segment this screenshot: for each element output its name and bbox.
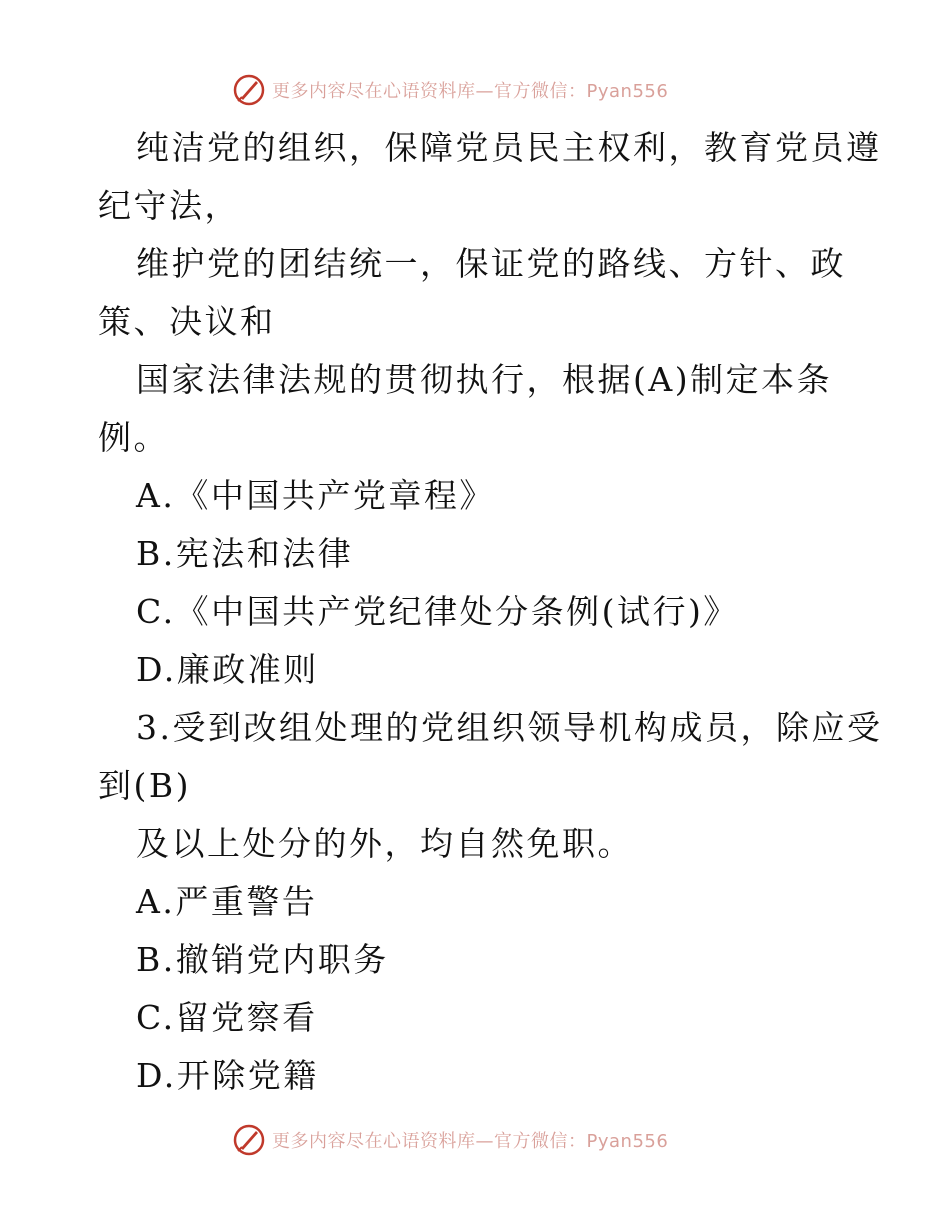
footer-watermark-text: 更多内容尽在心语资料库—官方微信：Pyan556 [272, 1131, 669, 1152]
option-line: C.《中国共产党纪律处分条例(试行)》 [136, 592, 739, 631]
option-line: D.廉政准则 [136, 650, 319, 689]
text-line: 策、决议和 [98, 302, 276, 341]
quill-logo-icon [232, 1123, 266, 1157]
text-line: 维护党的团结统一，保证党的路线、方针、政 [136, 244, 846, 283]
option-line: B.宪法和法律 [136, 534, 354, 573]
footer-watermark-banner [232, 1122, 668, 1158]
option-line: C.留党察看 [136, 998, 318, 1037]
option-line: A.严重警告 [136, 882, 318, 921]
question-line: 3.受到改组处理的党组织领导机构成员，除应受 [136, 708, 883, 747]
text-line: 纪守法， [98, 186, 240, 225]
text-line: 例。 [98, 418, 169, 457]
text-line: 纯洁党的组织，保障党员民主权利，教育党员遵 [136, 128, 882, 167]
header-watermark-text: 更多内容尽在心语资料库—官方微信：Pyan556 [272, 81, 669, 102]
option-line: D.开除党籍 [136, 1056, 319, 1095]
option-line: B.撤销党内职务 [136, 940, 389, 979]
text-line: 国家法律法规的贯彻执行，根据(A)制定本条 [136, 360, 833, 399]
option-line: A.《中国共产党章程》 [136, 476, 495, 515]
question-line: 到(B) [98, 766, 191, 805]
question-line: 及以上处分的外，均自然免职。 [136, 824, 633, 863]
